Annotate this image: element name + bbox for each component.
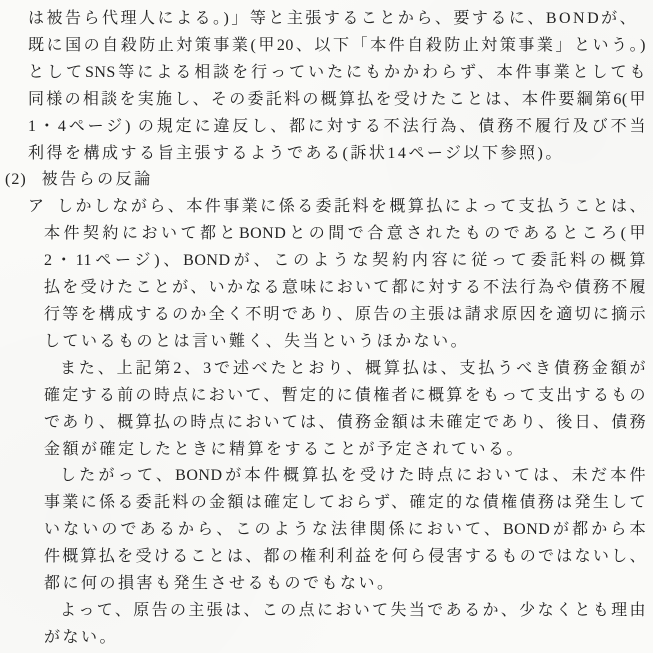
text-line: 2・11ページ)、BONDが、このような契約内容に従って委託料の概算 — [44, 252, 646, 270]
text-line: がない。 — [44, 628, 119, 646]
text-line: しかしながら、本件事業に係る委託料を概算払によって支払うことは、 — [57, 198, 646, 216]
text-line: 利得を構成する旨主張するようである(訴状14ページ以下参照)。 — [28, 144, 564, 162]
text-line: 行等を構成するのか全く不明であり、原告の主張は請求原因を適切に摘示 — [44, 305, 646, 323]
text-line: したがって、BONDが本件概算払を受けた時点においては、未だ本件 — [60, 467, 646, 485]
text-line: 1・4ページ) の規定に違反し、都に対する不法行為、債務不履行及び不当 — [28, 117, 646, 135]
text-line: よって、原告の主張は、この点において失当であるか、少なくとも理由 — [60, 601, 646, 619]
text-line: 本件契約において都とBONDとの間で合意されたものであるところ(甲 — [44, 225, 646, 243]
text-line: としてSNS等による相談を行っていたにもかかわらず、本件事業としても — [28, 63, 646, 81]
text-line: 同様の相談を実施し、その委託料の概算払を受けたことは、本件要綱第6(甲 — [28, 90, 646, 108]
text-line: は被告ら代理人による。)」等と主張することから、要するに、BONDが、 — [28, 10, 639, 27]
item-first-line — [0, 194, 653, 221]
text-line: 事業に係る委託料の金額は確定しておらず、確定的な債権債務は発生して — [44, 494, 646, 512]
text-line: 確定する前の時点において、暫定的に債権者に概算をもって支出するもの — [44, 386, 646, 404]
text-line: 既に国の自殺防止対策事業(甲20、以下「本件自殺防止対策事業」という。) — [28, 36, 646, 54]
text-line: また、上記第2、3で述べたとおり、概算払は、支払うべき債務金額が — [60, 359, 646, 377]
text-line: 都に何の損害も発生させるものでもない。 — [44, 575, 396, 593]
section-number: (2) — [5, 171, 27, 189]
section-title: 被告らの反論 — [41, 171, 153, 189]
section-heading — [0, 167, 653, 194]
text-line: いないのであるから、このような法律関係において、BONDが都から本 — [44, 521, 646, 539]
text-line: 金額が確定したときに精算をすることが予定されている。 — [44, 440, 526, 458]
text-line: であり、概算払の時点においては、債務金額は未確定であり、後日、債務 — [44, 413, 646, 431]
text-line: 払を受けたことが、いかなる意味において都に対する不法行為や債務不履 — [44, 279, 646, 297]
item-label: ア — [28, 198, 45, 216]
text-line: 件概算払を受けることは、都の権利利益を何ら侵害するものではないし、 — [44, 548, 646, 566]
text-line: しているものとは言い難く、失当というほかない。 — [44, 332, 470, 350]
